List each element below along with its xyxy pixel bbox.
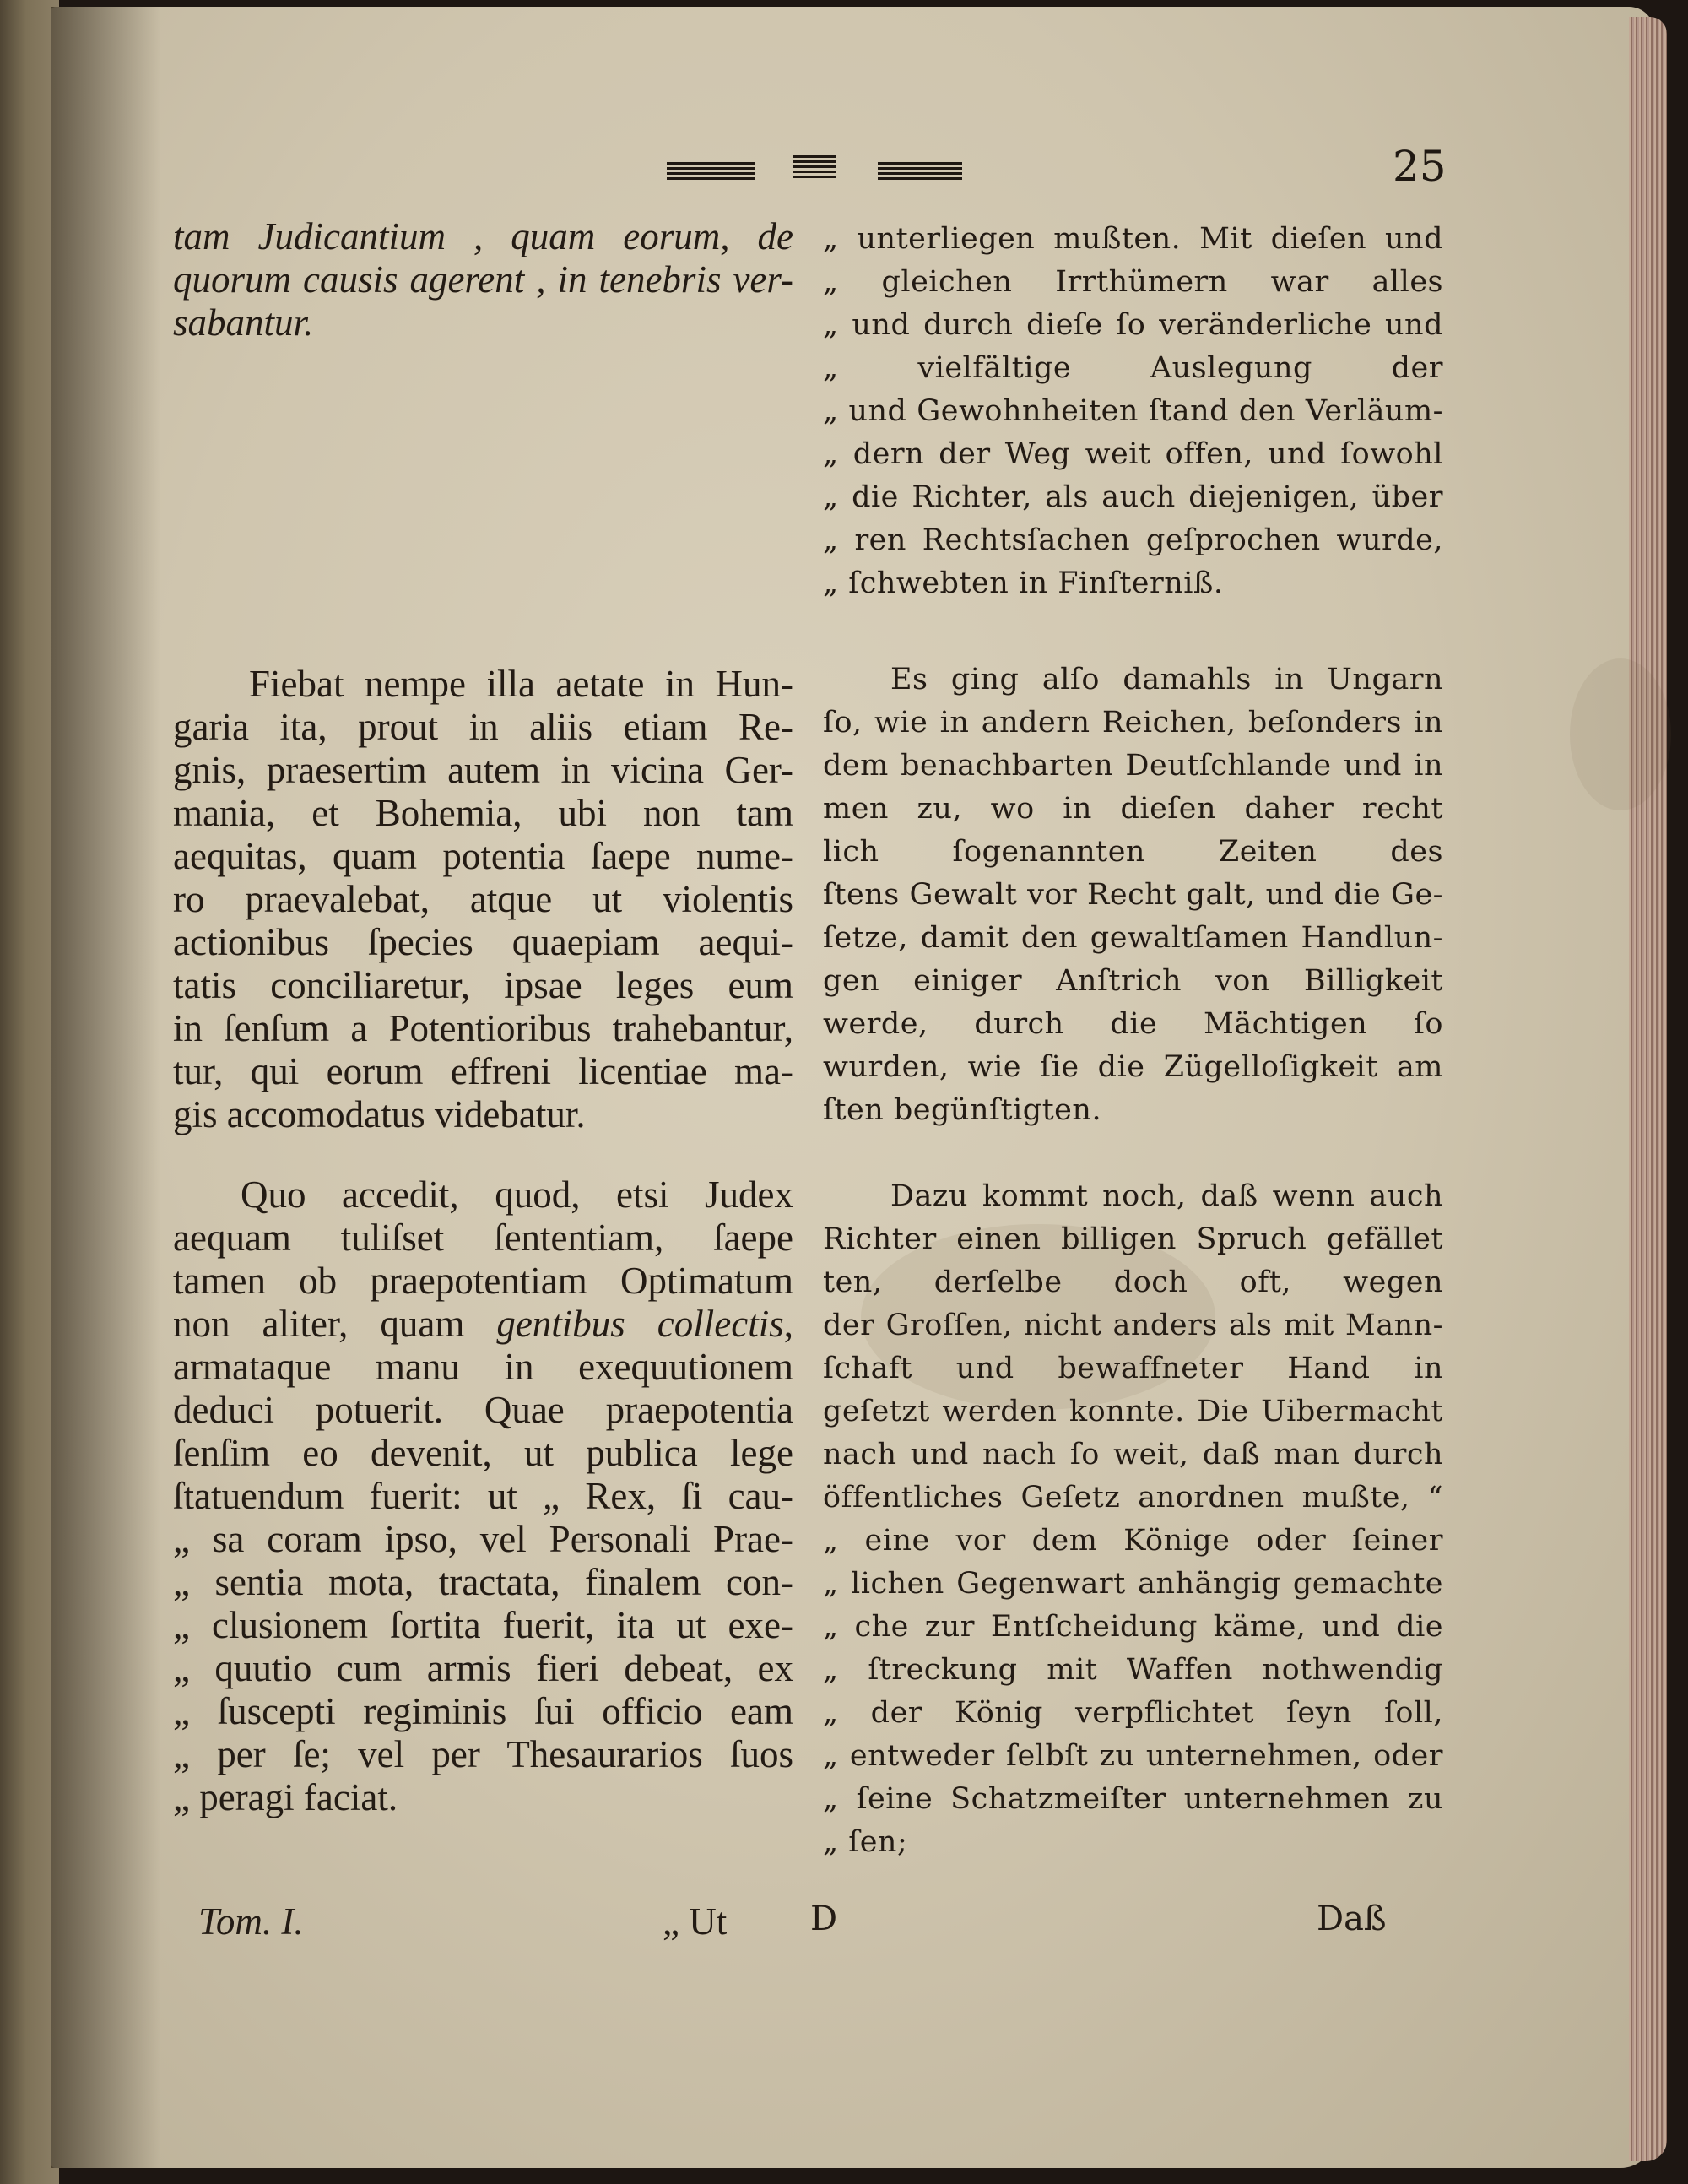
text-line: ro praevalebat, atque ut violentis <box>173 878 793 920</box>
text-line: „ clusionem ſortita fuerit, ita ut exe- <box>173 1604 793 1646</box>
text-line: in ſenſum a Potentioribus trahebantur, <box>173 1007 793 1049</box>
text-line: öffentliches Geſetz anordnen mußte, “ <box>823 1481 1443 1515</box>
latin-paragraph-2 <box>173 1173 793 1819</box>
text-line: garia ita, prout in aliis etiam Re- <box>173 706 793 748</box>
text-line: Fiebat nempe illa aetate in Hun- <box>249 663 793 705</box>
text-line: tur, qui eorum effreni licentiae ma- <box>173 1050 793 1092</box>
text-line: „ quutio cum armis fieri debeat, ex <box>173 1647 793 1689</box>
signature-letter: D <box>810 1899 838 1938</box>
text-line: sabantur. <box>173 301 314 344</box>
text-line: „ unterliegen mußten. Mit dieſen und <box>823 222 1443 256</box>
text-line: aequam tuliſset ſententiam, ſaepe <box>173 1217 793 1259</box>
text-line: „ der König verpflichtet ſeyn ſoll, <box>823 1696 1443 1730</box>
gutter-shadow <box>51 7 160 2168</box>
text-line: „ ſtreckung mit Waffen nothwendig <box>823 1653 1443 1687</box>
text-line: lich ſogenannten Zeiten des <box>823 835 1443 869</box>
text-line: ſo, wie in andern Reichen, beſonders in <box>823 706 1443 740</box>
text-line: Dazu kommt noch, daß wenn auch <box>890 1179 1443 1213</box>
german-column <box>823 218 1443 605</box>
text-line: aequitas, quam potentia ſaepe nume- <box>173 835 793 877</box>
text-line: „ entweder ſelbſt zu unternehmen, oder <box>823 1739 1443 1773</box>
text-line: gnis, praesertim autem in vicina Ger- <box>173 749 793 791</box>
text-line: tam Judicantium , quam eorum, de <box>173 215 793 257</box>
latin-paragraph-1 <box>173 663 793 1136</box>
text-line: quorum causis agerent , in tenebris ver- <box>173 258 793 301</box>
text-line: tamen ob praepotentiam Optimatum <box>173 1260 793 1302</box>
text-line: dem benachbarten Deutſchlande und in <box>823 749 1443 783</box>
text-line: men zu, wo in dieſen daher recht <box>823 792 1443 826</box>
text-line: ten, derſelbe doch oft, wegen <box>823 1265 1443 1299</box>
text-line: mania, et Bohemia, ubi non tam <box>173 792 793 834</box>
text-line: werde, durch die Mächtigen ſo <box>823 1007 1443 1041</box>
german-paragraph-1 <box>823 658 1443 1132</box>
text-line: „ ſchwebten in Finſterniß. <box>823 566 1224 600</box>
text-line: „ ſeine Schatzmeiſter unternehmen zu <box>823 1782 1443 1816</box>
text-line: „ per ſe; vel per Thesaurarios ſuos <box>173 1733 793 1775</box>
header-ornament <box>667 152 962 194</box>
text-line: ſten begünſtigten. <box>823 1093 1102 1127</box>
text-line: Es ging alſo damahls in Ungarn <box>890 663 1443 696</box>
paper-stain <box>1570 658 1671 810</box>
text-line: gis accomodatus videbatur. <box>173 1093 586 1135</box>
latin-column <box>173 215 793 344</box>
catchword-latin: „ Ut <box>663 1900 728 1943</box>
text-line: „ dern der Weg weit offen, und ſowohl <box>823 437 1443 471</box>
text-line: „ sentia mota, tractata, finalem con- <box>173 1561 793 1603</box>
text-line: wurden, wie ſie die Zügelloſigkeit am <box>823 1050 1443 1084</box>
signature-mark: Tom. I. <box>198 1900 304 1943</box>
text-line: ſetze, damit den gewaltſamen Handlun- <box>823 921 1443 955</box>
text-line: „ und durch dieſe ſo veränderliche und <box>823 308 1443 342</box>
text-line: „ che zur Entſcheidung käme, und die <box>823 1610 1443 1644</box>
text-line: „ sa coram ipso, vel Personali Prae- <box>173 1518 793 1560</box>
german-paragraph-2 <box>823 1175 1443 1864</box>
page-number: 25 <box>1393 142 1447 191</box>
text-line: ſtatuendum fuerit: ut „ Rex, ſi cau- <box>173 1475 793 1517</box>
text-line: „ vielfältige Auslegung der <box>823 351 1443 385</box>
text-line: deduci potuerit. Quae praepotentia <box>173 1389 793 1431</box>
text-line: „ die Richter, als auch diejenigen, über <box>823 480 1443 514</box>
text-line: „ lichen Gegenwart anhängig gemachte <box>823 1567 1443 1601</box>
text-line: „ ſuscepti regiminis ſui officio eam <box>173 1690 793 1732</box>
text-line: non aliter, quam gentibus collectis, <box>173 1303 793 1345</box>
text-line: ſtens Gewalt vor Recht galt, und die Ge- <box>823 878 1443 912</box>
text-line: „ peragi faciat. <box>173 1776 398 1818</box>
text-line: gen einiger Anſtrich von Billigkeit <box>823 964 1443 998</box>
text-line: „ gleichen Irrthümern war alles <box>823 265 1443 299</box>
text-line: der Groſſen, nicht anders als mit Mann- <box>823 1309 1443 1342</box>
fore-edge <box>1629 17 1667 2161</box>
text-line: armataque manu in exequutionem <box>173 1346 793 1388</box>
text-line: „ ſen; <box>823 1825 908 1859</box>
catchword-german: Daß <box>1317 1899 1387 1938</box>
italic-phrase: gentibus collectis <box>496 1303 784 1345</box>
text-line: ſchaft und bewaffneter Hand in <box>823 1352 1443 1385</box>
text-line: Richter einen billigen Spruch gefället <box>823 1222 1443 1256</box>
text-line: Quo accedit, quod, etsi Judex <box>241 1173 793 1216</box>
text-line: ſenſim eo devenit, ut publica lege <box>173 1432 793 1474</box>
text-line: nach und nach ſo weit, daß man durch <box>823 1438 1443 1471</box>
text-line: „ ren Rechtsſachen geſprochen wurde, <box>823 523 1443 557</box>
text-line: geſetzt werden konnte. Die Uibermacht <box>823 1395 1443 1428</box>
text-line: actionibus ſpecies quaepiam aequi- <box>173 921 793 963</box>
text-line: tatis conciliaretur, ipsae leges eum <box>173 964 793 1006</box>
text-line: „ und Gewohnheiten ſtand den Verläum- <box>823 394 1443 428</box>
text-line: „ eine vor dem Könige oder ſeiner <box>823 1524 1443 1558</box>
